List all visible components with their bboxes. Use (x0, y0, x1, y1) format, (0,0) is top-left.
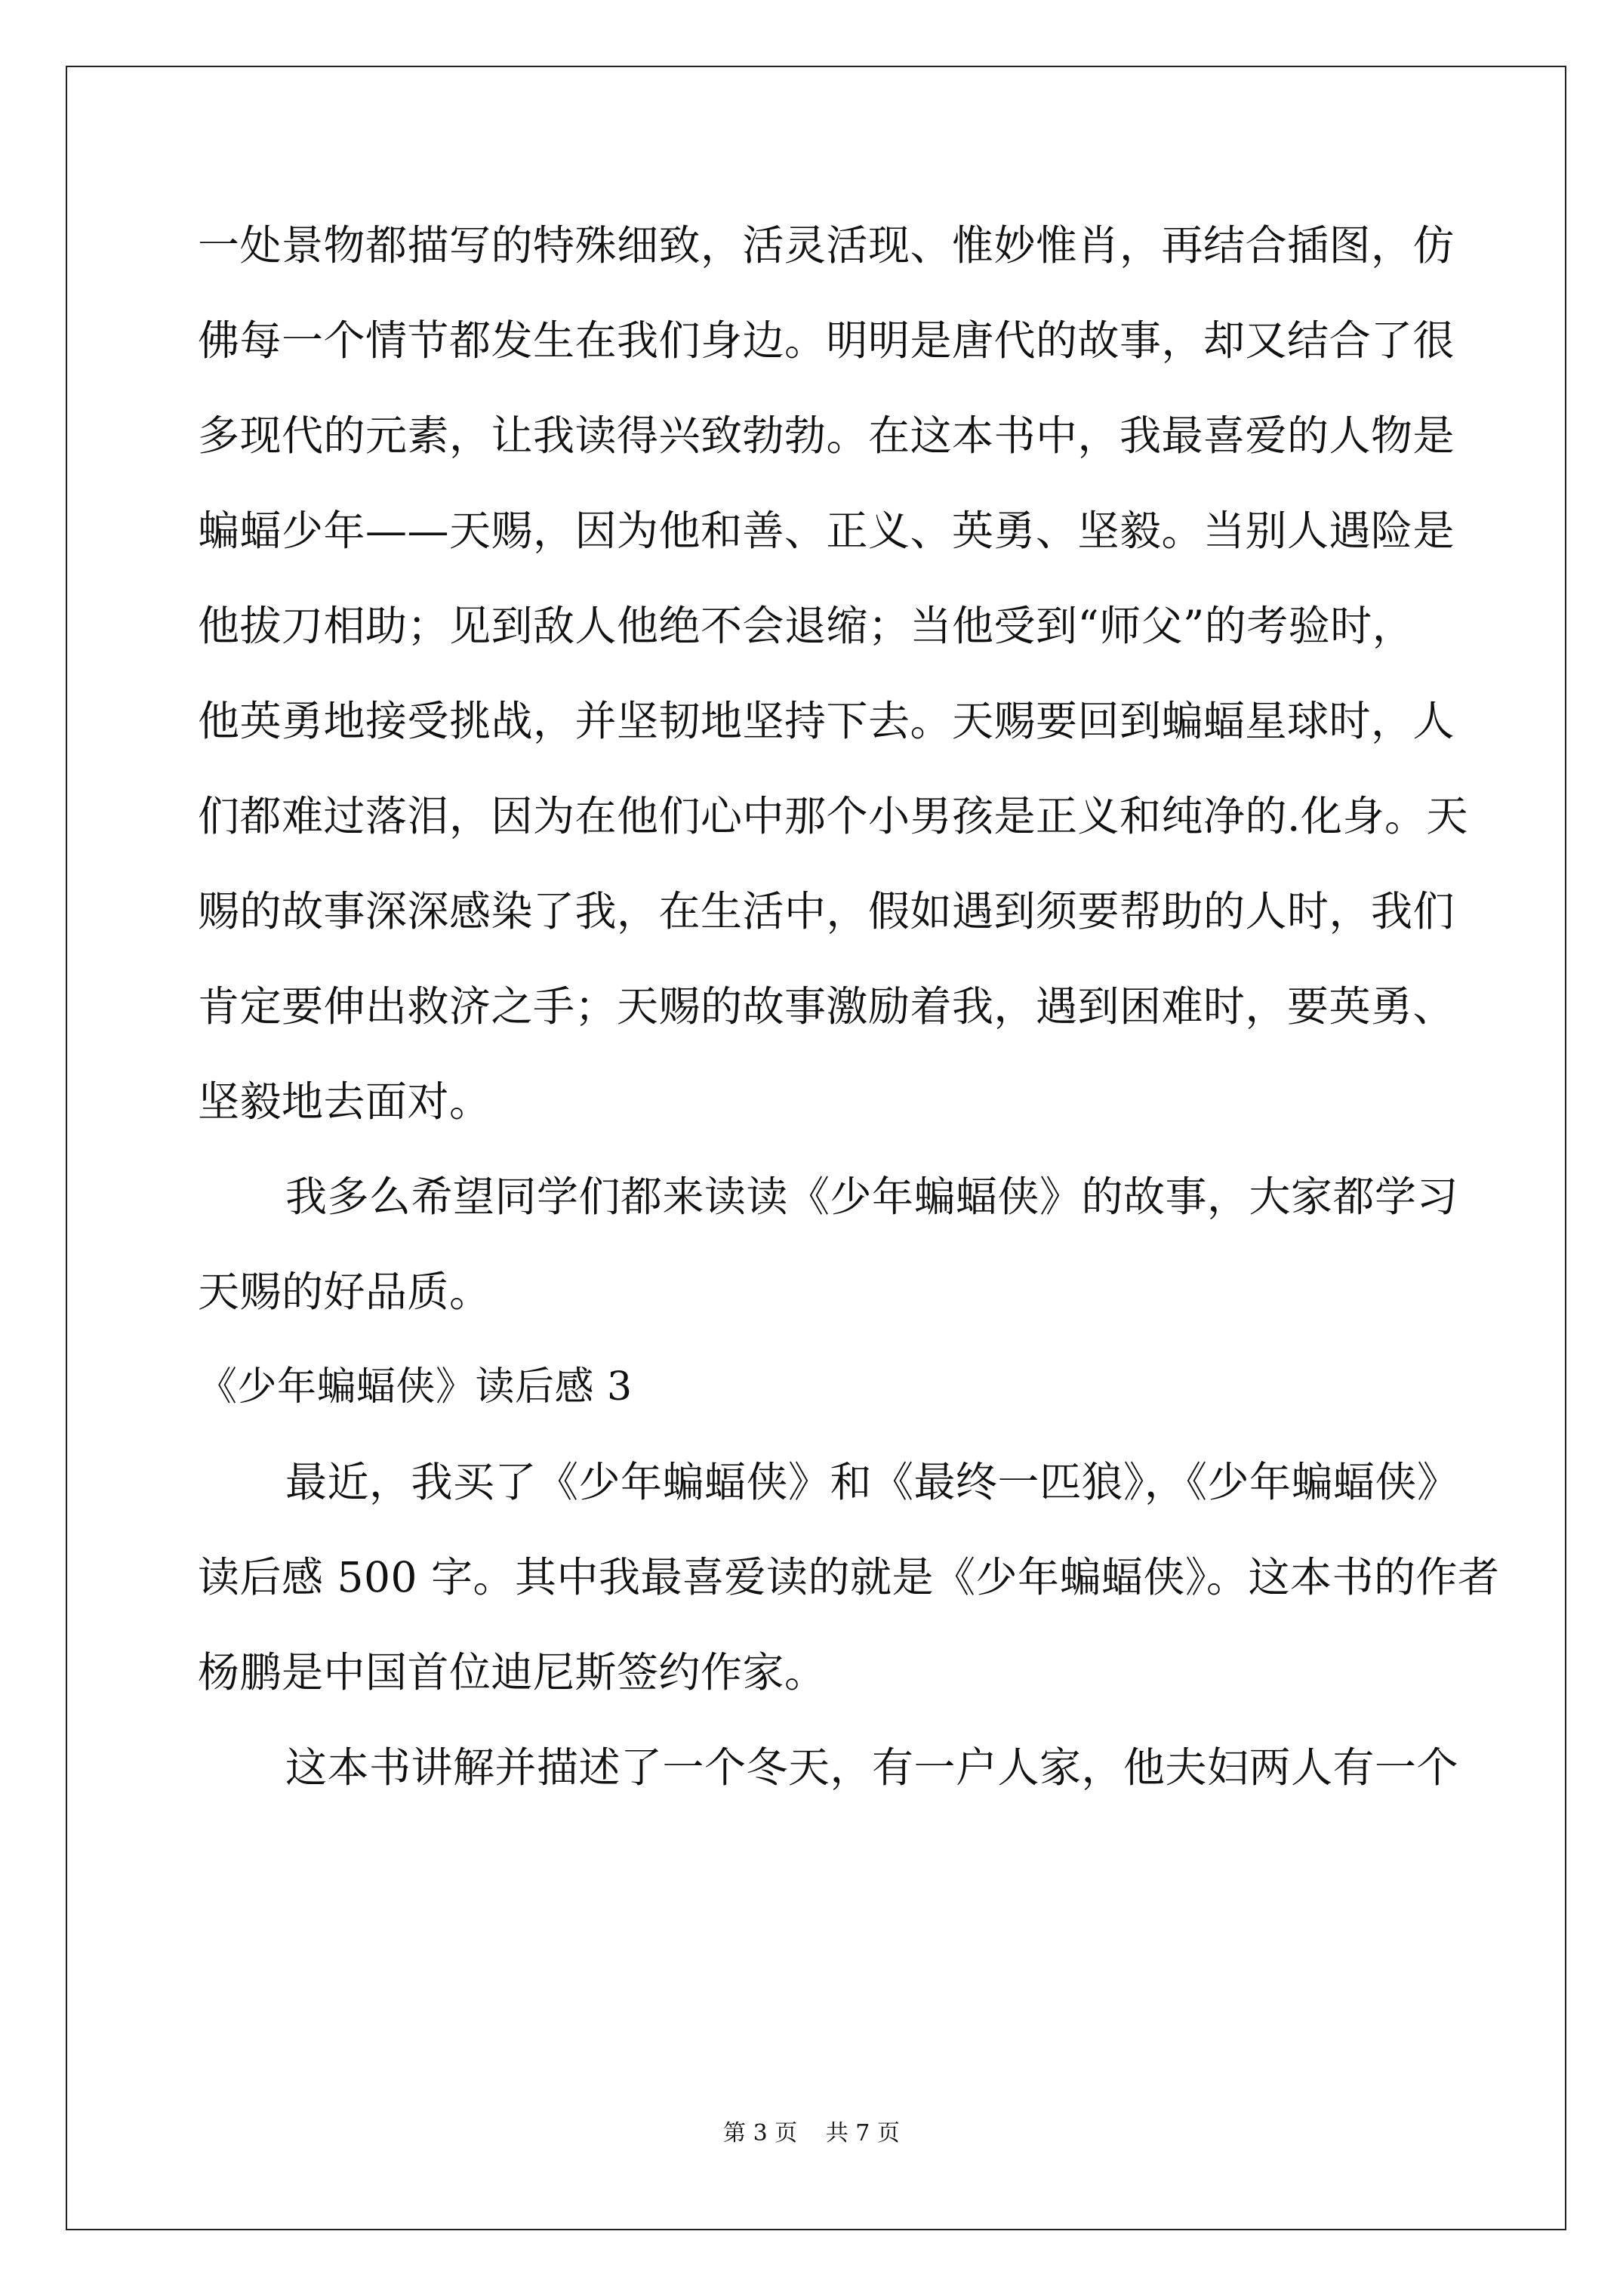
text-line: 天赐的好品质。 (198, 1268, 491, 1316)
text-line: 们都难过落泪，因为在他们心中那个小男孩是正义和纯净的.化身。天 (198, 792, 1468, 840)
text-line: 他拔刀相助；见到敌人他绝不会退缩；当他受到“师父”的考验时， (198, 602, 1415, 650)
document-body (198, 198, 1500, 1815)
text-line: 他英勇地接受挑战，并坚韧地坚持下去。天赐要回到蝙蝠星球时，人 (198, 697, 1455, 745)
text-line: 多现代的元素，让我读得兴致勃勃。在这本书中，我最喜爱的人物是 (198, 411, 1455, 460)
text-line: 读后感 500 字。其中我最喜爱读的就是《少年蝙蝠侠》。这本书的作者 (198, 1553, 1500, 1601)
page-total: 共 7 页 (825, 2120, 900, 2147)
page-number: 第 3 页 (723, 2120, 798, 2147)
text-line: 一处景物都描写的特殊细致，活灵活现、惟妙惟肖，再结合插图，仿 (198, 221, 1455, 270)
text-line: 佛每一个情节都发生在我们身边。明明是唐代的故事，却又结合了很 (198, 316, 1455, 365)
text-line-indented: 这本书讲解并描述了一个冬天，有一户人家，他夫妇两人有一个 (285, 1743, 1459, 1792)
text-line-indented: 最近，我买了《少年蝙蝠侠》和《最终一匹狼》，《少年蝙蝠侠》 (285, 1458, 1459, 1506)
text-line-indented: 我多么希望同学们都来读读《少年蝙蝠侠》的故事，大家都学习 (285, 1173, 1459, 1221)
text-line: 赐的故事深深感染了我，在生活中，假如遇到须要帮助的人时，我们 (198, 887, 1455, 935)
text-line: 蝙蝠少年——天赐，因为他和善、正义、英勇、坚毅。当别人遇险是 (198, 507, 1455, 555)
text-line: 肯定要伸出救济之手；天赐的故事激励着我，遇到困难时，要英勇、 (198, 982, 1455, 1031)
text-line: 杨鹏是中国首位迪尼斯签约作家。 (198, 1648, 827, 1697)
section-heading: 《少年蝙蝠侠》读后感 3 (198, 1364, 633, 1410)
text-line: 坚毅地去面对。 (198, 1077, 491, 1126)
page-footer (0, 2119, 1623, 2149)
